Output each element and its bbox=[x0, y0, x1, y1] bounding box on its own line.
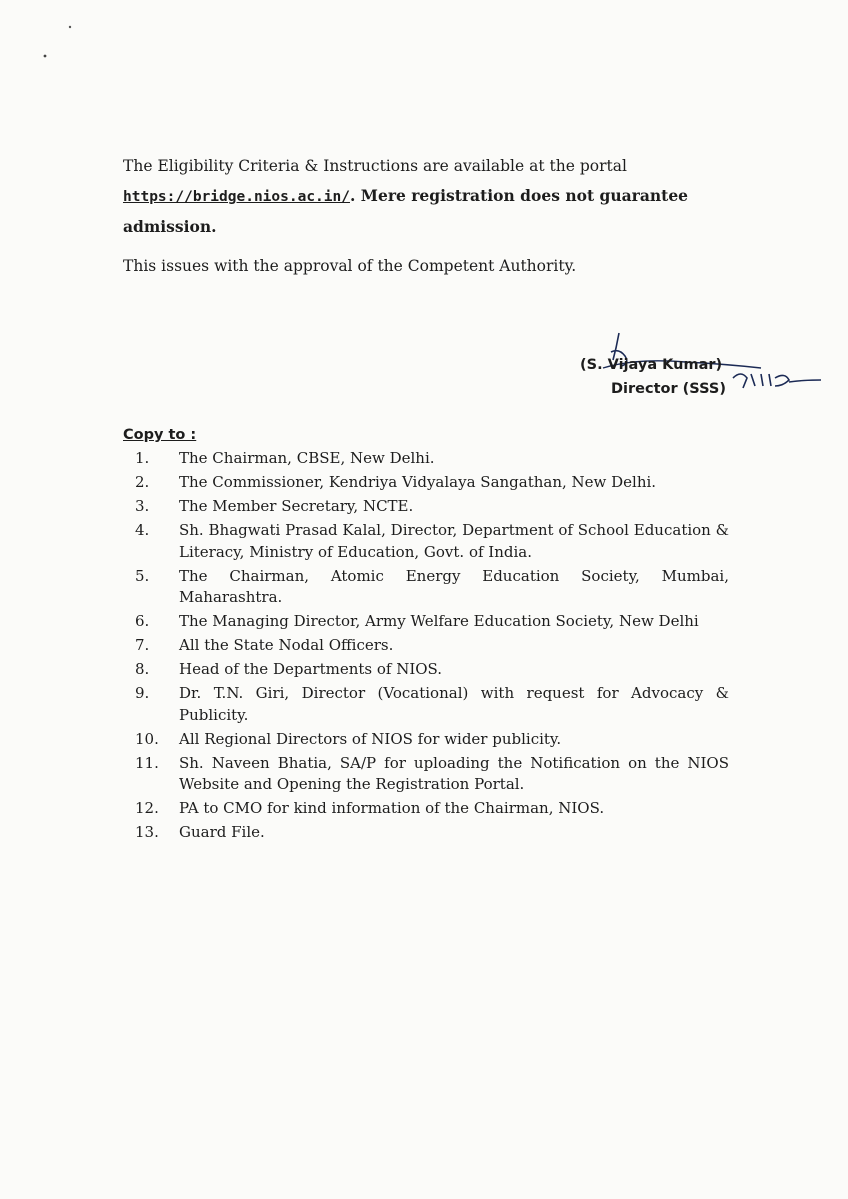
eligibility-paragraph bbox=[123, 152, 729, 241]
list-item bbox=[135, 729, 729, 751]
word: & bbox=[304, 157, 319, 175]
item-number: 2. bbox=[135, 473, 150, 491]
word: available bbox=[453, 157, 525, 175]
item-text: The Commissioner, Kendriya Vidyalaya Sangathan, New Delhi. bbox=[179, 473, 657, 491]
word: Criteria bbox=[238, 157, 300, 175]
item-text: PA to CMO for kind information of the Chairman, NIOS. bbox=[179, 799, 605, 817]
item-text: The Chairman, Atomic Energy Education Society, Mumbai, Maharashtra. bbox=[179, 566, 729, 606]
list-item bbox=[135, 520, 729, 563]
list-item bbox=[135, 683, 729, 726]
item-text: The Managing Director, Army Welfare Education Society, New Delhi bbox=[179, 612, 699, 630]
copy-to-heading: Copy to : bbox=[123, 427, 197, 443]
list-item bbox=[135, 798, 729, 820]
item-text: Head of the Departments of NIOS. bbox=[179, 660, 443, 678]
bold-word: not bbox=[565, 186, 595, 205]
item-text: All the State Nodal Officers. bbox=[179, 636, 394, 654]
item-number: 10. bbox=[135, 729, 159, 748]
list-item bbox=[135, 659, 729, 681]
item-text: The Member Secretary, NCTE. bbox=[179, 497, 414, 515]
eligibility-line-3: admission. bbox=[123, 217, 217, 236]
word: are bbox=[422, 157, 449, 175]
list-item bbox=[135, 496, 729, 518]
item-text: Guard File. bbox=[179, 823, 265, 841]
item-number: 12. bbox=[135, 799, 159, 817]
item-text: The Chairman, CBSE, New Delhi. bbox=[179, 449, 435, 467]
bold-word: does bbox=[520, 186, 560, 205]
item-text: All Regional Directors of NIOS for wider publicity. bbox=[179, 729, 562, 748]
list-item bbox=[135, 472, 729, 494]
word: at bbox=[529, 157, 545, 175]
signatory-name: (S. Vijaya Kumar) bbox=[580, 357, 723, 373]
bold-word: Mere bbox=[360, 186, 406, 205]
item-number: 11. bbox=[135, 753, 159, 772]
item-text: Sh. Bhagwati Prasad Kalal, Director, Department of School Education & Literacy, Ministry of Education, Govt. of India. bbox=[179, 521, 729, 561]
item-number: 13. bbox=[135, 823, 159, 841]
item-number: 5. bbox=[135, 566, 150, 585]
eligibility-line-1 bbox=[123, 152, 729, 181]
portal-link[interactable]: https://bridge.nios.ac.in/ bbox=[123, 189, 350, 205]
approval-paragraph: This issues with the approval of the Competent Authority. bbox=[123, 257, 577, 275]
scan-specks bbox=[0, 0, 120, 80]
list-item bbox=[135, 611, 729, 633]
word: Instructions bbox=[323, 157, 419, 175]
item-number: 9. bbox=[135, 684, 150, 702]
item-number: 1. bbox=[135, 449, 150, 467]
eligibility-line-2 bbox=[123, 181, 729, 212]
list-item bbox=[135, 448, 729, 470]
copy-to-list bbox=[135, 448, 729, 846]
item-number: 6. bbox=[135, 612, 150, 630]
word: the bbox=[549, 157, 575, 175]
list-item bbox=[135, 566, 729, 609]
item-number: 7. bbox=[135, 636, 150, 654]
item-number: 8. bbox=[135, 660, 150, 678]
item-text: Sh. Naveen Bhatia, SA/P for uploading the Notification on the NIOS Website and Opening the Registration Portal. bbox=[179, 753, 729, 793]
bold-word: registration bbox=[411, 186, 515, 205]
url-period: . bbox=[349, 186, 356, 205]
list-item bbox=[135, 753, 729, 796]
item-number: 3. bbox=[135, 497, 150, 515]
signatory-designation: Director (SSS) bbox=[611, 381, 726, 397]
word: The bbox=[123, 157, 153, 175]
item-text: Dr. T.N. Giri, Director (Vocational) with request for Advocacy & Publicity. bbox=[179, 684, 729, 724]
url-group bbox=[123, 186, 355, 205]
word: Eligibility bbox=[157, 157, 234, 175]
list-item bbox=[135, 635, 729, 657]
bold-word: guarantee bbox=[599, 186, 689, 205]
list-item bbox=[135, 822, 729, 844]
word: portal bbox=[579, 157, 627, 175]
item-number: 4. bbox=[135, 521, 150, 539]
